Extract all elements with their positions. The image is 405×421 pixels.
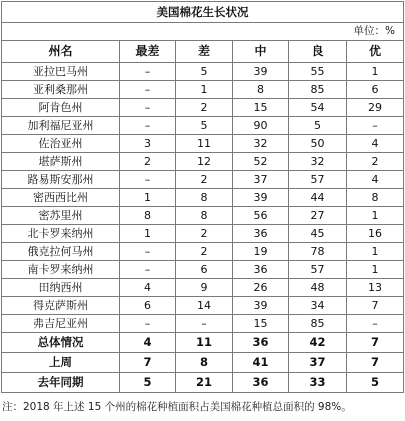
value-cell: 3 [120, 135, 176, 153]
row-label-cell: 密苏里州 [2, 207, 120, 225]
value-cell: 85 [289, 315, 347, 333]
table-row [2, 207, 404, 225]
row-label-cell: 路易斯安那州 [2, 171, 120, 189]
value-cell: 44 [289, 189, 347, 207]
value-cell: 5 [176, 117, 233, 135]
value-cell: 37 [233, 171, 289, 189]
value-cell: 48 [289, 279, 347, 297]
row-label-cell: 总体情况 [2, 333, 120, 353]
value-cell: 8 [233, 81, 289, 99]
title-row [2, 2, 404, 23]
summary-row [2, 373, 404, 393]
row-label-cell: 佐治亚州 [2, 135, 120, 153]
value-cell: – [120, 63, 176, 81]
value-cell: 1 [120, 189, 176, 207]
value-cell: – [120, 81, 176, 99]
value-cell: 4 [347, 171, 404, 189]
table-row [2, 225, 404, 243]
value-cell: 56 [233, 207, 289, 225]
value-cell: 29 [347, 99, 404, 117]
row-label-cell: 堪萨斯州 [2, 153, 120, 171]
table-row [2, 243, 404, 261]
header-row [2, 41, 404, 63]
column-header: 中 [233, 41, 289, 63]
value-cell: – [120, 261, 176, 279]
table-row [2, 81, 404, 99]
value-cell: 7 [347, 353, 404, 373]
table-row [2, 315, 404, 333]
value-cell: 78 [289, 243, 347, 261]
value-cell: 6 [347, 81, 404, 99]
value-cell: 33 [289, 373, 347, 393]
value-cell: – [347, 315, 404, 333]
value-cell: 52 [233, 153, 289, 171]
value-cell: 41 [233, 353, 289, 373]
column-header: 差 [176, 41, 233, 63]
value-cell: 26 [233, 279, 289, 297]
value-cell: 37 [289, 353, 347, 373]
row-label-cell: 田纳西州 [2, 279, 120, 297]
row-label-cell: 去年同期 [2, 373, 120, 393]
value-cell: – [176, 315, 233, 333]
value-cell: 2 [176, 243, 233, 261]
column-header: 良 [289, 41, 347, 63]
value-cell: – [120, 117, 176, 135]
value-cell: 32 [289, 153, 347, 171]
value-cell: 42 [289, 333, 347, 353]
value-cell: 15 [233, 315, 289, 333]
table-row [2, 261, 404, 279]
value-cell: 39 [233, 189, 289, 207]
value-cell: 50 [289, 135, 347, 153]
value-cell: 4 [120, 333, 176, 353]
value-cell: 1 [120, 225, 176, 243]
value-cell: 21 [176, 373, 233, 393]
value-cell: 19 [233, 243, 289, 261]
footnote: 注：2018 年上述 15 个州的棉花种植面积占美国棉花种植总面积的 98%。 [2, 401, 352, 413]
value-cell: 36 [233, 373, 289, 393]
summary-row [2, 353, 404, 373]
value-cell: 8 [176, 207, 233, 225]
column-header: 州名 [2, 41, 120, 63]
row-label-cell: 亚拉巴马州 [2, 63, 120, 81]
row-label-cell: 密西西比州 [2, 189, 120, 207]
value-cell: 57 [289, 261, 347, 279]
table-row [2, 189, 404, 207]
value-cell: 7 [347, 297, 404, 315]
cotton-status-table [1, 1, 404, 393]
value-cell: 6 [176, 261, 233, 279]
value-cell: 5 [120, 373, 176, 393]
value-cell: – [120, 171, 176, 189]
row-label-cell: 得克萨斯州 [2, 297, 120, 315]
value-cell: 4 [347, 135, 404, 153]
value-cell: – [120, 315, 176, 333]
table-row [2, 153, 404, 171]
value-cell: 57 [289, 171, 347, 189]
value-cell: 36 [233, 333, 289, 353]
value-cell: 27 [289, 207, 347, 225]
value-cell: 85 [289, 81, 347, 99]
value-cell: 39 [233, 63, 289, 81]
value-cell: 7 [120, 353, 176, 373]
summary-row [2, 333, 404, 353]
table-row [2, 297, 404, 315]
value-cell: 12 [176, 153, 233, 171]
value-cell: 1 [347, 261, 404, 279]
row-label-cell: 北卡罗来纳州 [2, 225, 120, 243]
unit-row [2, 23, 404, 41]
value-cell: 1 [176, 81, 233, 99]
value-cell: 54 [289, 99, 347, 117]
cotton-status-table-frame [1, 1, 403, 393]
value-cell: 2 [176, 225, 233, 243]
value-cell: 9 [176, 279, 233, 297]
value-cell: 2 [120, 153, 176, 171]
column-header: 最差 [120, 41, 176, 63]
value-cell: 45 [289, 225, 347, 243]
value-cell: 1 [347, 63, 404, 81]
value-cell: 5 [347, 373, 404, 393]
value-cell: 2 [176, 99, 233, 117]
value-cell: 8 [176, 353, 233, 373]
value-cell: 7 [347, 333, 404, 353]
table-title: 美国棉花生长状况 [2, 2, 404, 23]
value-cell: 8 [347, 189, 404, 207]
table-row [2, 99, 404, 117]
table-row [2, 171, 404, 189]
table-row [2, 135, 404, 153]
value-cell: 36 [233, 261, 289, 279]
value-cell: 2 [347, 153, 404, 171]
value-cell: 32 [233, 135, 289, 153]
table-row [2, 63, 404, 81]
value-cell: 1 [347, 207, 404, 225]
value-cell: 16 [347, 225, 404, 243]
value-cell: 36 [233, 225, 289, 243]
row-label-cell: 俄克拉何马州 [2, 243, 120, 261]
value-cell: – [120, 99, 176, 117]
table-row [2, 117, 404, 135]
value-cell: 11 [176, 333, 233, 353]
value-cell: 5 [289, 117, 347, 135]
row-label-cell: 加利福尼亚州 [2, 117, 120, 135]
column-header: 优 [347, 41, 404, 63]
unit-label: 单位：% [2, 23, 404, 41]
table-row [2, 279, 404, 297]
value-cell: 11 [176, 135, 233, 153]
value-cell: 6 [120, 297, 176, 315]
row-label-cell: 上周 [2, 353, 120, 373]
value-cell: 8 [176, 189, 233, 207]
row-label-cell: 阿肯色州 [2, 99, 120, 117]
value-cell: 5 [176, 63, 233, 81]
value-cell: 15 [233, 99, 289, 117]
value-cell: 4 [120, 279, 176, 297]
value-cell: 55 [289, 63, 347, 81]
value-cell: 14 [176, 297, 233, 315]
row-label-cell: 南卡罗来纳州 [2, 261, 120, 279]
value-cell: 8 [120, 207, 176, 225]
value-cell: 39 [233, 297, 289, 315]
value-cell: – [347, 117, 404, 135]
value-cell: 13 [347, 279, 404, 297]
row-label-cell: 亚利桑那州 [2, 81, 120, 99]
value-cell: 34 [289, 297, 347, 315]
value-cell: – [120, 243, 176, 261]
value-cell: 1 [347, 243, 404, 261]
row-label-cell: 弗吉尼亚州 [2, 315, 120, 333]
value-cell: 90 [233, 117, 289, 135]
value-cell: 2 [176, 171, 233, 189]
